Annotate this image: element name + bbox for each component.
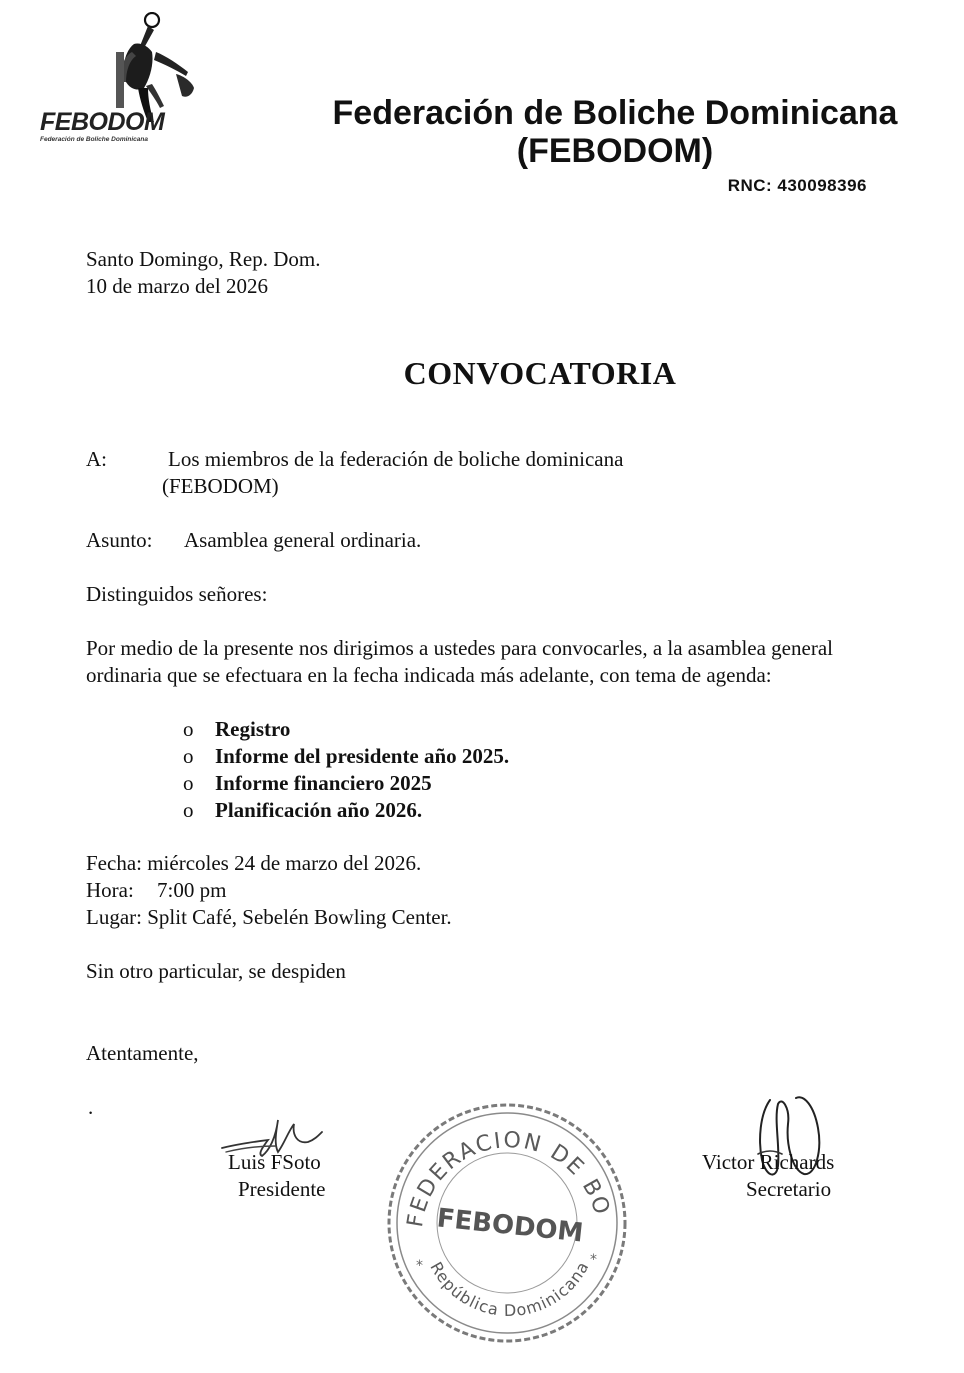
stray-dot: .: [88, 1095, 94, 1119]
place-line: Santo Domingo, Rep. Dom.: [86, 247, 321, 271]
to-line1: Los miembros de la federación de boliche dominicana: [168, 447, 624, 471]
svg-text:*: *: [416, 1258, 423, 1274]
greeting: Distinguidos señores:: [86, 582, 268, 606]
body-line1: Por medio de la presente nos dirigimos a ustedes para convocarles, a la asamblea general: [86, 636, 833, 660]
to-line2: (FEBODOM): [162, 474, 279, 498]
letterhead-title-line2: (FEBODOM): [516, 132, 714, 170]
agenda-item: Informe del presidente año 2025.: [215, 744, 510, 768]
document-title: CONVOCATORIA: [403, 355, 677, 391]
secretary-name: Victor Richards: [702, 1150, 835, 1174]
logo-tagline: Federación de Boliche Dominicana: [40, 136, 148, 143]
agenda-item: Registro: [215, 717, 291, 741]
president-role: Presidente: [238, 1177, 326, 1201]
letterhead-title-line1: Federación de Boliche Dominicana: [332, 94, 898, 132]
meeting-place: Lugar: Split Café, Sebelén Bowling Center.: [86, 905, 452, 929]
agenda-bullet: o: [183, 744, 194, 768]
stamp-top-text: FEDERACION DE BO: [402, 1127, 615, 1230]
secretary-role: Secretario: [746, 1177, 832, 1201]
seal-icon: [382, 1098, 632, 1348]
stamp-center-text: FEBODOM: [435, 1203, 585, 1249]
agenda-bullet: o: [183, 798, 194, 822]
agenda-bullet: o: [183, 771, 194, 795]
to-label: A:: [86, 447, 107, 471]
date-line: 10 de marzo del 2026: [86, 274, 268, 298]
regards-line: Atentamente,: [86, 1041, 199, 1065]
list-item: [183, 770, 509, 797]
body-line2: ordinaria que se efectuara en la fecha indicada más adelante, con tema de agenda:: [86, 663, 772, 687]
agenda-item: Planificación año 2026.: [215, 798, 423, 822]
stamp-bottom-text: República Dominicana: [426, 1257, 593, 1320]
agenda-list: [183, 716, 509, 824]
list-item: [183, 716, 509, 743]
meeting-time-label: Hora:: [86, 878, 134, 902]
logo-wordmark: FEBODOM: [40, 108, 165, 136]
letterhead-title: [240, 94, 964, 170]
list-item: [183, 743, 509, 770]
rnc-number: RNC: 430098396: [727, 176, 867, 195]
official-stamp: [382, 1098, 632, 1348]
subject-value: Asamblea general ordinaria.: [184, 528, 422, 552]
subject-label: Asunto:: [86, 528, 153, 552]
list-item: [183, 797, 509, 824]
meeting-time-value: 7:00 pm: [157, 878, 227, 902]
meeting-date: Fecha: miércoles 24 de marzo del 2026.: [86, 851, 422, 875]
febodom-logo: [36, 12, 211, 167]
svg-text:*: *: [590, 1252, 597, 1268]
president-name: Luis FSoto: [228, 1150, 321, 1174]
agenda-bullet: o: [183, 717, 194, 741]
bowler-figure-icon: [36, 12, 211, 122]
agenda-item: Informe financiero 2025: [215, 771, 432, 795]
closing-line: Sin otro particular, se despiden: [86, 959, 346, 983]
